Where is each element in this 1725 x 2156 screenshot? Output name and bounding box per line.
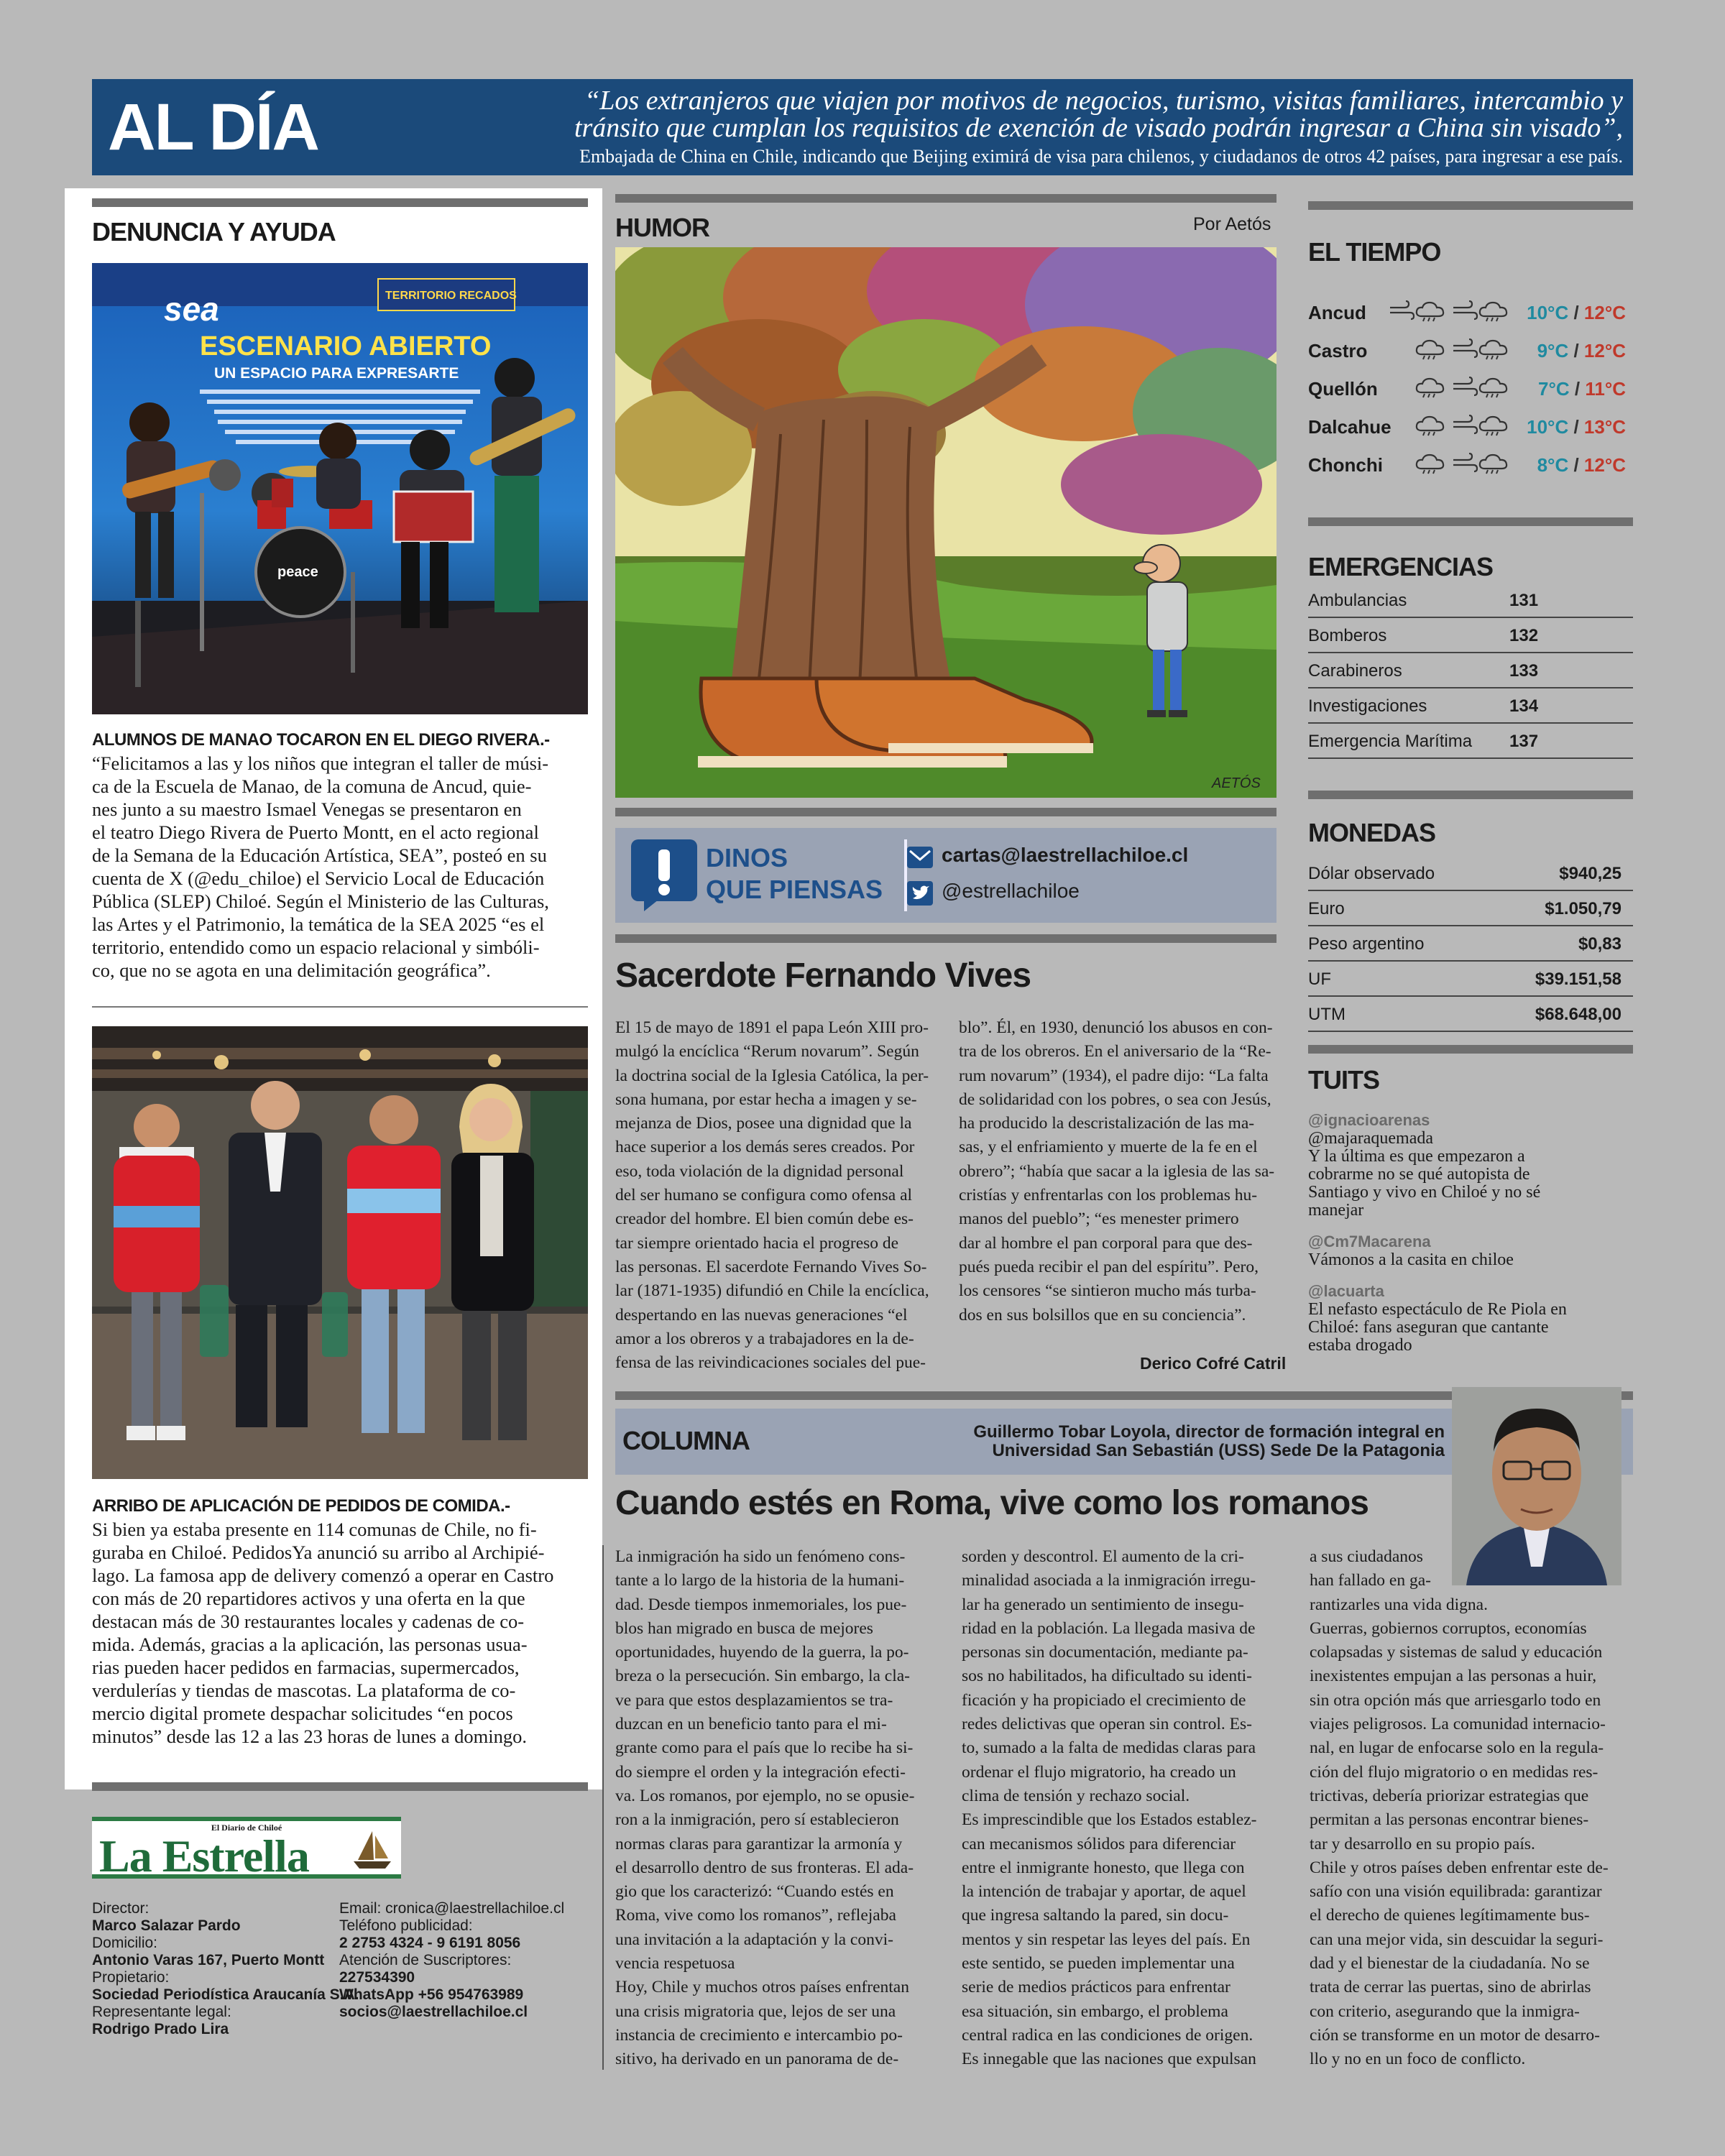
- tweet: [1308, 1282, 1633, 1355]
- credits-right: [339, 1900, 605, 2021]
- letter-line: manos del pueblo”; “es menester primero: [959, 1210, 1239, 1229]
- currency-row: [1308, 892, 1633, 926]
- columna-line: safío con una visión equilibrada: garantizar: [1310, 1882, 1602, 1902]
- columna-line: ordenar el flujo migratorio, ha creado un: [962, 1762, 1236, 1782]
- columna-column-3: [1310, 1545, 1633, 2072]
- columna-line: lar ha generado un sentimiento de insegu-: [962, 1595, 1244, 1614]
- credit-line: 2 2753 4324 - 9 6191 8056: [339, 1935, 521, 1951]
- columna-line: inexistentes empujan a las personas a huir,: [1310, 1667, 1597, 1686]
- weather-row: [1308, 378, 1639, 400]
- columna-line: ridad en la población. La llegada masiva de: [962, 1618, 1256, 1638]
- columna-line: La inmigración ha sido un fenómeno cons-: [615, 1547, 906, 1566]
- banner-quote-line2: tránsito que cumplan los requisitos de exención de visado podrán ingresar a China sin visado”,: [574, 113, 1623, 143]
- tuits-list: [1308, 1111, 1633, 1368]
- letter-line: de solidaridad con los pobres, o sea con Jesús,: [959, 1089, 1271, 1109]
- currency-name: Euro: [1308, 899, 1345, 918]
- item1-headline: ALUMNOS DE MANAO TOCARON EN EL DIEGO RIVERA.-: [92, 730, 550, 750]
- columna-line: esa situación, sin embargo, el problema: [962, 2001, 1228, 2021]
- twitter-icon: [907, 881, 933, 906]
- credit-line: Email: cronica@laestrellachiloe.cl: [339, 1900, 565, 1917]
- wind-rain-icon: [1452, 338, 1511, 360]
- weather-sep: /: [1568, 302, 1584, 323]
- weather-row: [1308, 302, 1639, 323]
- credit-line: socios@laestrellachiloe.cl: [339, 2004, 528, 2020]
- tweet-text-line: Vámonos a la casita en chiloe: [1308, 1250, 1514, 1269]
- credit-line: Domicilio:: [92, 1935, 158, 1951]
- dinos-panel: [615, 828, 1276, 923]
- wind-rain-icon: [1389, 338, 1448, 360]
- letter-line: fensa de las reivindicaciones sociales del pue-: [615, 1353, 926, 1373]
- columna-line: ción del flujo migratorio o en medidas res-: [1310, 1762, 1598, 1782]
- columna-line: breza o la persecución. Sin embargo, la cla-: [615, 1667, 910, 1686]
- wind-rain-icon: [1389, 300, 1448, 322]
- tweet-text-line: Chiloé: fans aseguran que cantante: [1308, 1318, 1549, 1337]
- tweet-text-line: estaba drogado: [1308, 1336, 1412, 1355]
- columna-line: han fallado en ga-: [1310, 1571, 1431, 1590]
- masthead-logo: [92, 1817, 401, 1879]
- columna-author-line2: Universidad San Sebastián (USS) Sede De la Patagonia: [992, 1441, 1445, 1460]
- columna-line: sitivo, ha derivado en un panorama de de-: [615, 2050, 899, 2069]
- weather-sep: /: [1568, 454, 1584, 476]
- tweet-text-line: Santiago y vivo en Chiloé y no sé: [1308, 1183, 1541, 1202]
- tweet: [1308, 1111, 1633, 1220]
- letter-line: pués pueda recibir el pan del espíritu”. Pero,: [959, 1257, 1259, 1276]
- columna-line: to, sumado a la falta de medidas claras para: [962, 1738, 1256, 1758]
- columna-line: con criterio, asegurando que la inmigra-: [1310, 2001, 1580, 2021]
- tweet-text-line: @majaraquemada: [1308, 1129, 1434, 1148]
- columna-line: grante como para el país que lo recibe ha si-: [615, 1738, 914, 1758]
- currency-row: [1308, 857, 1633, 891]
- emergency-row: [1308, 654, 1633, 688]
- tuits-rule: [1308, 1045, 1633, 1054]
- columna-line: entre el inmigrante honesto, que llega con: [962, 1858, 1245, 1877]
- tweet-user[interactable]: @lacuarta: [1308, 1282, 1384, 1300]
- humor-byline: Por Aetós: [1193, 214, 1271, 234]
- currency-row: [1308, 927, 1633, 962]
- emergency-number: 134: [1509, 696, 1539, 716]
- item1-line: Pública (SLEP) Chiloé. Según el Ministerio de las Culturas,: [92, 890, 549, 912]
- weather-city: Ancud: [1308, 302, 1366, 323]
- money-table: [1308, 857, 1633, 1036]
- credit-line: Marco Salazar Pardo: [92, 1917, 241, 1934]
- credit-line: Representante legal:: [92, 2004, 231, 2020]
- emergency-row: [1308, 724, 1633, 759]
- weather-min: 7°C: [1538, 378, 1570, 400]
- weather-title: EL TIEMPO: [1308, 237, 1441, 267]
- columna-line: que ingresa saltando la pared, sin docu-: [962, 1906, 1229, 1925]
- columna-column-1: [615, 1545, 936, 2072]
- dinos-email[interactable]: cartas@laestrellachiloe.cl: [942, 844, 1189, 866]
- emerg-table: [1308, 584, 1633, 763]
- columna-section-title: COLUMNA: [622, 1426, 750, 1455]
- item2-line: rias pueden hacer pedidos en farmacias, supermercados,: [92, 1657, 520, 1678]
- credit-line: Teléfono publicidad:: [339, 1917, 473, 1934]
- item1-line: de la Semana de la Educación Artística, SEA”, posteó en su: [92, 844, 547, 866]
- banner-quote: [408, 87, 1633, 167]
- item2-line: lago. La famosa app de delivery comenzó a operar en Castro: [92, 1565, 554, 1586]
- dinos-rule: [615, 808, 1276, 816]
- item2-line: verdulerías y tiendas de mascotas. La plataforma de co-: [92, 1680, 516, 1701]
- columna-line: este sentido, se pueden implementar una: [962, 1954, 1235, 1973]
- tweet-text-line: cobrarme no se qué autopista de: [1308, 1165, 1530, 1184]
- columna-line: dad y el bienestar de la ciudadanía. No se: [1310, 1954, 1590, 1973]
- banner-quote-line1: “Los extranjeros que viajen por motivos de negocios, turismo, visitas familiares, intercambio y: [584, 86, 1623, 116]
- letter-line: tar siempre orientado hacia el progreso de: [615, 1233, 899, 1253]
- columna-line: redes delictivas que operan sin control. Es-: [962, 1715, 1252, 1734]
- currency-value: $940,25: [1559, 864, 1622, 883]
- letter-line: sona humana, por estar hecha a imagen y se-: [615, 1089, 917, 1109]
- columna-line: sorden y descontrol. El aumento de la cri-: [962, 1547, 1244, 1566]
- letter-line: creador del hombre. El bien común debe es-: [615, 1210, 914, 1229]
- columna-author: [862, 1423, 1445, 1460]
- masthead-rule: [92, 1782, 588, 1791]
- item1-line: territorio, entendido como un espacio relacional y simbóli-: [92, 936, 540, 958]
- dinos-handle[interactable]: @estrellachiloe: [942, 880, 1080, 902]
- columna-line: ficación y ha propiciado el crecimiento de: [962, 1690, 1246, 1710]
- columna-line: trata de cerrar las puertas, sino de abrirlas: [1310, 1978, 1591, 1997]
- columna-line: Roma, vive como los romanos”, reflejaba: [615, 1906, 896, 1925]
- weather-min: 9°C: [1537, 340, 1569, 361]
- tweet-user[interactable]: @Cm7Macarena: [1308, 1233, 1431, 1250]
- columna-line: trictivas, debería priorizar estrategias que: [1310, 1786, 1589, 1805]
- columna-line: central radica en las condiciones de origen.: [962, 2025, 1254, 2045]
- group-photo-svg: [92, 1026, 588, 1479]
- tweet-text-line: Y la última es que empezaron a: [1308, 1147, 1525, 1166]
- humor-rule: [615, 194, 1276, 203]
- top-banner: [92, 79, 1633, 175]
- drum-brand: peace: [277, 564, 318, 580]
- currency-name: UTM: [1308, 1005, 1346, 1024]
- credit-line: Atención de Suscriptores:: [339, 1952, 512, 1968]
- letter-line: dos en sus bolsillos que en su conciencia”.: [959, 1305, 1246, 1325]
- humor-section-title: HUMOR: [615, 213, 709, 242]
- credit-line: Sociedad Periodística Araucanía S.A.: [92, 1986, 359, 2003]
- item2-line: guraba en Chiloé. PedidosYa anunció su arribo al Archipié-: [92, 1542, 545, 1563]
- banner-quote-source: Embajada de China en Chile, indicando que Beijing eximirá de visa para chilenos, y ciudadanos de otros 42 países, para ingresar a ese país.: [579, 146, 1623, 167]
- item2-line: destacan más de 30 restaurantes locales y cadenas de co-: [92, 1611, 525, 1632]
- tweet-text-line: manejar: [1308, 1201, 1364, 1220]
- columna-line: oportunidades, huyendo de la guerra, la po-: [615, 1643, 909, 1662]
- tuits-title: TUITS: [1308, 1065, 1379, 1095]
- weather-city: Quellón: [1308, 378, 1378, 400]
- dinos-title-1: DINOS: [706, 843, 788, 872]
- masthead-small: El Diario de Chiloé: [211, 1823, 282, 1833]
- currency-name: UF: [1308, 969, 1331, 989]
- columna-line: personas sin documentación, mediante pa-: [962, 1643, 1248, 1662]
- weather-temp: [1527, 302, 1626, 324]
- credit-line: Director:: [92, 1900, 150, 1917]
- dinos-title-2: QUE PIENSAS: [706, 875, 883, 904]
- columna-line: do siempre el orden y la integración efecti-: [615, 1762, 906, 1782]
- columna-line: colapsadas y sistemas de salud y educación: [1310, 1643, 1603, 1662]
- columna-line: duzcan en un beneficio tanto para el mi-: [615, 1715, 887, 1734]
- item2-line: mida. Además, gracias a la aplicación, las personas usua-: [92, 1634, 528, 1655]
- denuncia-rule: [92, 198, 588, 207]
- wind-rain-icon: [1452, 300, 1511, 322]
- letter-column-2: [959, 1016, 1279, 1327]
- weather-icons: [1389, 453, 1511, 474]
- letter-line: cristías y enfrentarlas con los problemas hu-: [959, 1186, 1258, 1205]
- weather-rule: [1308, 201, 1633, 210]
- ship-icon: [351, 1828, 394, 1873]
- item1-line: co, que no se agota en una delimitación geográfica”.: [92, 959, 491, 981]
- letter-line: despertando en las nuevas generaciones “el: [615, 1305, 908, 1325]
- columna-line: dad. Desde tiempos inmemoriales, los pue-: [615, 1595, 907, 1614]
- letter-title: Sacerdote Fernando Vives: [615, 957, 1031, 995]
- letter-line: eso, toda violación de la dignidad personal: [615, 1161, 904, 1181]
- letter-line: obrero”; “había que sacar a la iglesia de las sa-: [959, 1161, 1275, 1181]
- emergency-name: Emergencia Marítima: [1308, 732, 1473, 751]
- weather-city: Chonchi: [1308, 454, 1383, 476]
- weather-min: 8°C: [1537, 454, 1569, 476]
- emergency-name: Investigaciones: [1308, 696, 1427, 716]
- emergency-number: 133: [1509, 661, 1539, 681]
- letter-column-1: [615, 1016, 936, 1375]
- columna-line: sos no habilitados, ha dificultado su identi-: [962, 1667, 1253, 1686]
- cartoon-svg: [615, 247, 1276, 798]
- letter-line: mejanza de Dios, posee una dignidad que la: [615, 1114, 912, 1133]
- weather-max: 12°C: [1583, 302, 1626, 323]
- currency-value: $39.151,58: [1535, 969, 1622, 989]
- columna-line: Chile y otros países deben enfrentar este de-: [1310, 1858, 1609, 1877]
- weather-temp: [1537, 454, 1626, 476]
- banner-title: AL DÍA: [108, 90, 318, 164]
- weather-min: 10°C: [1527, 416, 1569, 438]
- item2-headline: ARRIBO DE APLICACIÓN DE PEDIDOS DE COMIDA.-: [92, 1496, 510, 1516]
- item1-body: [92, 752, 595, 982]
- columna-line: minalidad asociada a la inmigración irregu-: [962, 1571, 1256, 1590]
- weather-sep: /: [1568, 416, 1584, 438]
- tweet-text-line: El nefasto espectáculo de Re Piola en: [1308, 1300, 1567, 1319]
- wind-rain-icon: [1452, 415, 1511, 436]
- emergency-number: 131: [1509, 591, 1539, 610]
- columna-line: instancia de crecimiento e intercambio po-: [615, 2025, 903, 2045]
- letter-line: lar (1871-1935) difundió en Chile la encíclica,: [615, 1281, 929, 1301]
- group-photo: [92, 1026, 588, 1479]
- columna-line: rantizarles una vida digna.: [1310, 1595, 1488, 1614]
- currency-name: Peso argentino: [1308, 934, 1425, 954]
- columna-title: Cuando estés en Roma, vive como los romanos: [615, 1484, 1368, 1522]
- letter-line: hace superior a los demás seres creados. Por: [615, 1138, 915, 1157]
- weather-temp: [1538, 378, 1626, 400]
- credit-line: Antonio Varas 167, Puerto Montt: [92, 1952, 325, 1968]
- columna-line: can mecanismos sólidos para diferenciar: [962, 1834, 1236, 1853]
- columna-line: vencia respetuosa: [615, 1954, 735, 1973]
- money-rule: [1308, 791, 1633, 799]
- money-title: MONEDAS: [1308, 818, 1436, 847]
- dinos-title: [706, 842, 883, 906]
- column-divider: [602, 1545, 604, 2070]
- columna-line: Hoy, Chile y muchos otros países enfrentan: [615, 1978, 909, 1997]
- columna-line: va. Los romanos, por ejemplo, no se opusie-: [615, 1786, 915, 1805]
- emergency-row: [1308, 584, 1633, 618]
- columna-line: clima de tensión y rechazo social.: [962, 1786, 1190, 1805]
- weather-min: 10°C: [1527, 302, 1569, 323]
- columna-line: el derecho de quienes legítimamente bus-: [1310, 1906, 1590, 1925]
- tweet: [1308, 1233, 1633, 1269]
- concert-photo-svg: [92, 263, 588, 714]
- letter-line: rum novarum” (1934), el padre dijo: “La falta: [959, 1066, 1269, 1085]
- weather-temp: [1527, 416, 1626, 438]
- emergency-name: Carabineros: [1308, 661, 1402, 681]
- columna-line: Es imprescindible que los Estados establez-: [962, 1810, 1257, 1830]
- letter-author: Derico Cofré Catril: [1140, 1354, 1287, 1373]
- columna-line: gio que los caracterizó: “Cuando estés en: [615, 1882, 894, 1902]
- emergency-number: 132: [1509, 626, 1539, 645]
- columna-line: can una mejor vida, sin descuidar la seguri-: [1310, 1930, 1604, 1949]
- currency-row: [1308, 962, 1633, 997]
- wind-rain-icon: [1389, 377, 1448, 398]
- currency-row: [1308, 998, 1633, 1032]
- columna-line: Guerras, gobiernos corruptos, economías: [1310, 1618, 1587, 1638]
- columna-line: nal, en lugar de enfocarse solo en la regula-: [1310, 1738, 1604, 1758]
- tweet-user[interactable]: @ignacioarenas: [1308, 1111, 1430, 1129]
- emerg-rule: [1308, 517, 1633, 526]
- columna-line: viajes peligrosos. La comunidad internacio-: [1310, 1715, 1606, 1734]
- columna-line: tante a lo largo de la historia de la humani-: [615, 1571, 905, 1590]
- concert-photo: [92, 263, 588, 714]
- columna-line: Es innegable que las naciones que expulsan: [962, 2050, 1256, 2069]
- denuncia-section-title: DENUNCIA Y AYUDA: [92, 217, 336, 247]
- weather-max: 11°C: [1585, 378, 1626, 400]
- item1-line: “Felicitamos a las y los niños que integran el taller de músi-: [92, 752, 549, 774]
- letter-line: amor a los obreros y a trabajadores en la de-: [615, 1329, 914, 1348]
- weather-city: Castro: [1308, 340, 1368, 361]
- credit-line: WhatsApp +56 954763989: [339, 1986, 524, 2003]
- columna-column-2: [962, 1545, 1282, 2072]
- weather-icons: [1389, 377, 1511, 398]
- weather-row: [1308, 454, 1639, 476]
- credit-line: Propietario:: [92, 1969, 170, 1986]
- sea-logo: sea: [164, 290, 219, 328]
- item1-line: nes junto a su maestro Ismael Venegas se presentaron en: [92, 798, 522, 820]
- columna-line: mentos y sin respetar las leyes del país. En: [962, 1930, 1251, 1949]
- musician-drummer: [316, 423, 361, 509]
- weather-max: 12°C: [1583, 340, 1626, 361]
- columna-line: una crisis migratoria que, lejos de ser una: [615, 2001, 896, 2021]
- weather-sep: /: [1568, 340, 1584, 361]
- letter-line: sas, y el enfriamiento y muerte de la fe en el: [959, 1138, 1258, 1157]
- weather-row: [1308, 416, 1639, 438]
- currency-name: Dólar observado: [1308, 864, 1435, 883]
- columna-line: una invitación a la adaptación y la convi-: [615, 1930, 893, 1949]
- weather-temp: [1537, 340, 1626, 362]
- letter-line: mulgó la encíclica “Rerum novarum”. Según: [615, 1042, 919, 1061]
- currency-value: $0,83: [1578, 934, 1622, 954]
- wind-rain-icon: [1389, 415, 1448, 436]
- masthead-name: La Estrella: [99, 1830, 309, 1881]
- item2-line: Si bien ya estaba presente en 114 comunas de Chile, no fi-: [92, 1519, 537, 1540]
- letter-line: blo”. Él, en 1930, denunció los abusos en con-: [959, 1018, 1273, 1037]
- item2-line: con más de 20 repartidores activos y una oferta en la que: [92, 1588, 525, 1609]
- columna-line: blos han migrado en busca de mejores: [615, 1618, 873, 1638]
- letter-line: la doctrina social de la Iglesia Católica, la per-: [615, 1066, 929, 1085]
- emergency-row: [1308, 689, 1633, 724]
- weather-icons: [1389, 415, 1511, 436]
- columna-line: ción se transforme en un motor de desarro-: [1310, 2025, 1600, 2045]
- columna-line: a sus ciudadanos: [1310, 1547, 1423, 1566]
- currency-value: $68.648,00: [1535, 1005, 1622, 1024]
- letter-rule: [615, 934, 1276, 943]
- letter-line: El 15 de mayo de 1891 el papa León XIII pro-: [615, 1018, 929, 1037]
- weather-city: Dalcahue: [1308, 416, 1392, 438]
- emergency-row: [1308, 619, 1633, 653]
- currency-value: $1.050,79: [1545, 899, 1622, 918]
- letter-line: tra de los obreros. En el aniversario de la “Re-: [959, 1042, 1271, 1061]
- columna-line: el desarrollo dentro de sus fronteras. El ada-: [615, 1858, 914, 1877]
- columna-line: permitan a las personas encontrar bienes-: [1310, 1810, 1589, 1830]
- item1-line: las Artes y el Patrimonio, la temática de la SEA 2025 “es el: [92, 913, 545, 935]
- item1-line: ca de la Escuela de Manao, de la comuna de Ancud, quie-: [92, 775, 532, 797]
- emergency-number: 137: [1509, 732, 1539, 751]
- columna-line: serie de medios prácticos para enfrentar: [962, 1978, 1230, 1997]
- letter-line: dar al hombre el pan corporal para que des-: [959, 1233, 1253, 1253]
- emerg-title: EMERGENCIAS: [1308, 552, 1494, 581]
- columna-author-line1: Guillermo Tobar Loyola, director de formación integral en: [973, 1422, 1445, 1442]
- emergency-name: Bomberos: [1308, 626, 1387, 645]
- item1-line: el teatro Diego Rivera de Puerto Montt, en el acto regional: [92, 821, 539, 843]
- item2-line: minutos” desde las 12 a las 23 horas de lunes a domingo.: [92, 1726, 527, 1747]
- weather-max: 12°C: [1583, 454, 1626, 476]
- escenario-subhead: UN ESPACIO PARA EXPRESARTE: [214, 365, 459, 382]
- alert-speech-icon: [630, 838, 699, 913]
- columna-line: ron a la inmigración, pero sí establecieron: [615, 1810, 899, 1830]
- email-icon: [907, 847, 933, 868]
- letter-line: del ser humano se configura como ofensa al: [615, 1186, 913, 1205]
- letter-line: las personas. El sacerdote Fernando Vives So-: [615, 1257, 927, 1276]
- credits-left: [92, 1900, 359, 2038]
- weather-sep: /: [1569, 378, 1586, 400]
- letter-line: ha producido la descristalización de las ma-: [959, 1114, 1255, 1133]
- columna-line: sin otra opción más que arriesgarlo todo en: [1310, 1690, 1601, 1710]
- letter-line: los censores “se sintieron mucho más turba-: [959, 1281, 1256, 1301]
- columna-line: llo y no en un foco de conflicto.: [1310, 2050, 1526, 2069]
- weather-icons: [1389, 338, 1511, 360]
- wind-rain-icon: [1452, 453, 1511, 474]
- weather-max: 13°C: [1583, 416, 1626, 438]
- emergency-name: Ambulancias: [1308, 591, 1407, 610]
- item2-body: [92, 1518, 595, 1748]
- escenario-headline: ESCENARIO ABIERTO: [200, 331, 492, 361]
- credit-line: Rodrigo Prado Lira: [92, 2021, 229, 2037]
- item2-line: mercio digital promete despachar solicitudes “en pocos: [92, 1703, 513, 1724]
- wind-rain-icon: [1452, 377, 1511, 398]
- columna-line: la intención de trabajar y aportar, de aquel: [962, 1882, 1246, 1902]
- columna-line: normas claras para garantizar la armonía y: [615, 1834, 903, 1853]
- cartoon-signature: AETÓS: [1212, 775, 1261, 791]
- weather-icons: [1389, 300, 1511, 322]
- columna-line: ve para que estos desplazamientos se tra-: [615, 1690, 893, 1710]
- wind-rain-icon: [1389, 453, 1448, 474]
- columna-line: tar y desarrollo en su propio país.: [1310, 1834, 1535, 1853]
- weather-table: [1308, 302, 1639, 503]
- humor-cartoon: [615, 247, 1276, 798]
- item-divider: [92, 1006, 588, 1008]
- territorio-tag: TERRITORIO RECADOS: [385, 290, 517, 302]
- weather-row: [1308, 340, 1639, 361]
- item1-line: cuenta de X (@edu_chiloe) el Servicio Local de Educación: [92, 867, 545, 889]
- credit-line: 227534390: [339, 1969, 415, 1986]
